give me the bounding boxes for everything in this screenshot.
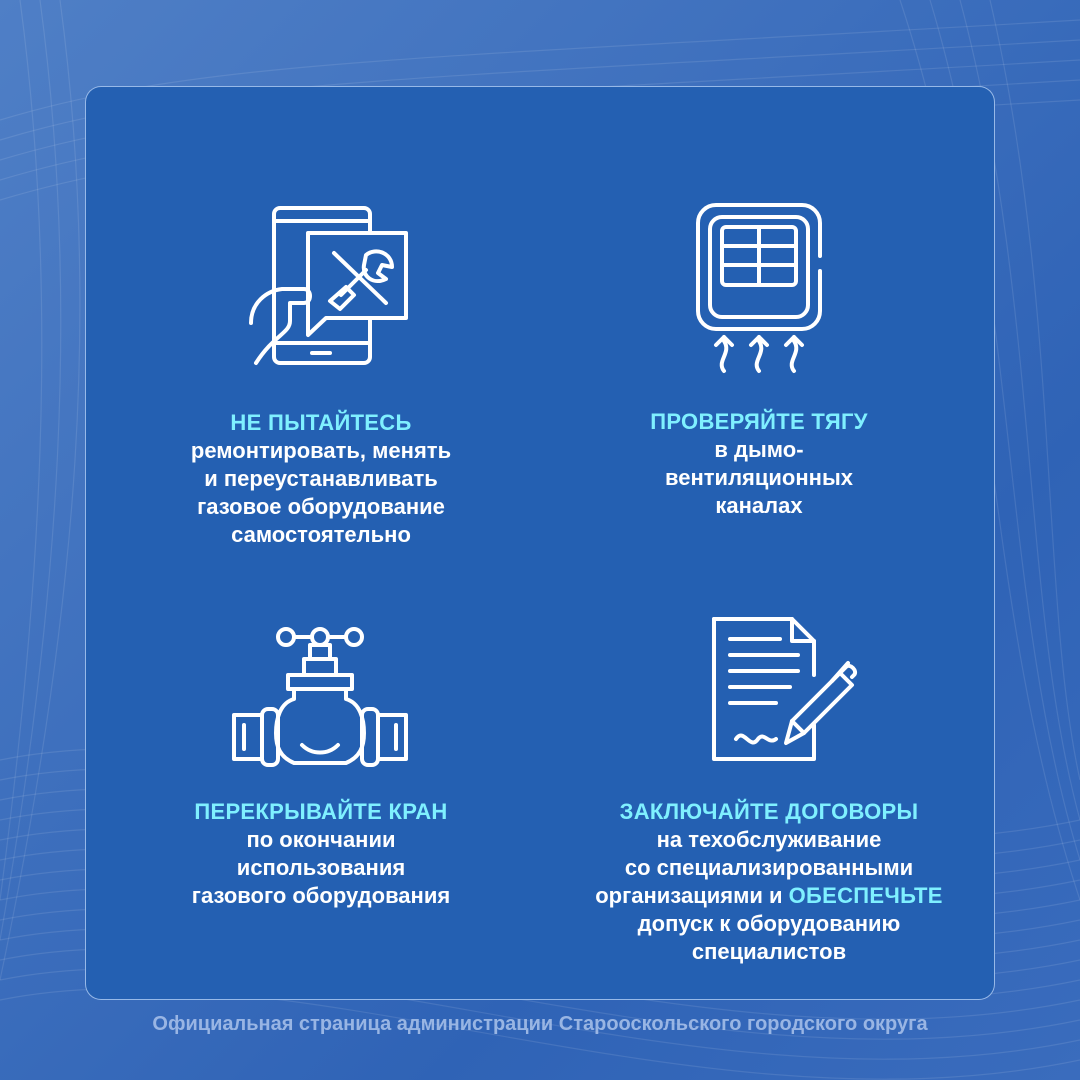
tip-4-line: на техобслуживание [656, 827, 882, 852]
tip-1-line: и переустанавливать [204, 466, 438, 491]
tip-1-line: самостоятельно [231, 522, 411, 547]
tip-3-highlight: ПЕРЕКРЫВАЙТЕ КРАН [194, 799, 448, 824]
footer-caption: Официальная страница администрации Старооскольского городского округа [152, 1013, 928, 1035]
tip-1-text [111, 409, 531, 549]
gas-valve-icon [230, 623, 410, 773]
tip-4-mixed-highlight: ОБЕСПЕЧЬТЕ [788, 883, 943, 908]
tip-4-text [559, 798, 979, 966]
tip-4-mixed-line [559, 882, 979, 910]
tip-1-highlight: НЕ ПЫТАЙТЕСЬ [230, 410, 412, 435]
tip-4-highlight: ЗАКЛЮЧАЙТЕ ДОГОВОРЫ [619, 799, 919, 824]
tips-card [85, 86, 995, 1000]
tip-2-text [549, 408, 969, 520]
tip-4-line: со специализированными [624, 855, 914, 880]
tip-2-highlight: ПРОВЕРЯЙТЕ ТЯГУ [650, 409, 868, 434]
tip-4-line: допуск к оборудованию [637, 911, 901, 936]
phone-repair-tools-icon [246, 203, 416, 368]
tip-2-line: каналах [715, 493, 803, 518]
tip-4-line: специалистов [691, 939, 847, 964]
tip-2-line: в дымо- [714, 437, 804, 462]
tip-3-line: газового оборудования [191, 883, 451, 908]
tip-1-line: газовое оборудование [197, 494, 445, 519]
tip-3-text [111, 798, 531, 910]
tip-3-line: использования [236, 855, 406, 880]
tip-4-mixed-text: организациями и [595, 883, 789, 908]
tip-1-line: ремонтировать, менять [190, 438, 452, 463]
tip-3-line: по окончании [246, 827, 396, 852]
tip-2-line: вентиляционных [665, 465, 853, 490]
contract-pen-icon [710, 615, 862, 765]
ventilation-grille-icon [694, 201, 826, 381]
